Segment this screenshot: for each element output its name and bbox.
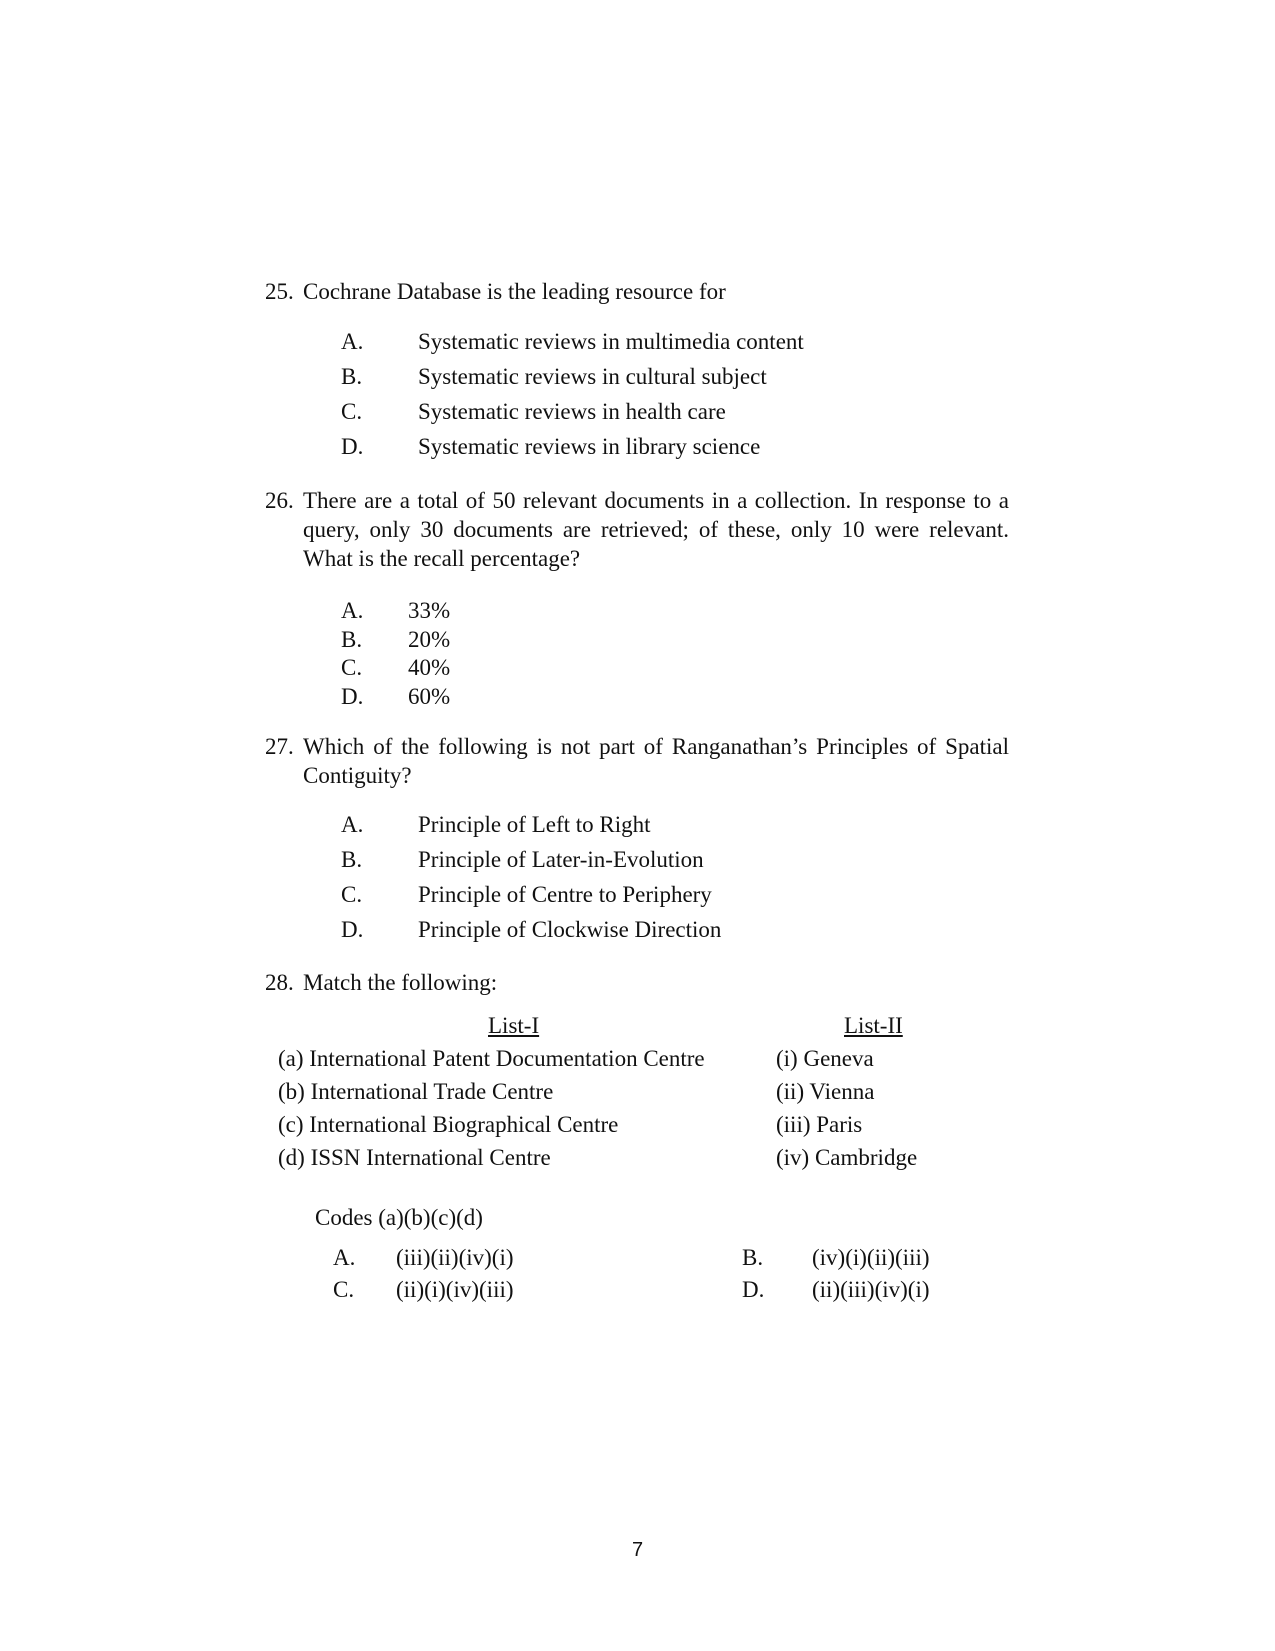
option-letter: A. <box>333 1245 356 1270</box>
question-number: 27. <box>265 734 294 759</box>
list-1-heading: List-I <box>488 1013 540 1038</box>
option-letter: D. <box>742 1277 765 1302</box>
question-26 <box>265 486 1009 573</box>
option-letter: B. <box>341 364 363 389</box>
option-text: (ii)(i)(iv)(iii) <box>396 1277 514 1302</box>
question-number: 28. <box>265 970 294 995</box>
option-letter: D. <box>341 683 364 709</box>
list-2-item: (iv) Cambridge <box>776 1145 918 1170</box>
question-number: 26. <box>265 488 294 513</box>
codes-label: Codes (a)(b)(c)(d) <box>315 1205 483 1230</box>
option-letter: B. <box>742 1245 764 1270</box>
option-text: Principle of Later-in-Evolution <box>418 847 704 872</box>
list-2-item: (ii) Vienna <box>776 1079 875 1104</box>
option-text: 40% <box>408 655 451 680</box>
option-text: (ii)(iii)(iv)(i) <box>812 1277 930 1302</box>
list-2-item: (iii) Paris <box>776 1112 863 1137</box>
option-letter: B. <box>341 626 363 652</box>
page-number: 7 <box>631 1539 644 1561</box>
question-text: Match the following: <box>303 970 498 995</box>
option-text: Systematic reviews in library science <box>418 434 761 459</box>
list-1-item: (b) International Trade Centre <box>278 1079 554 1104</box>
option-text: Systematic reviews in cultural subject <box>418 364 767 389</box>
option-letter: A. <box>341 812 364 837</box>
option-letter: A. <box>341 598 364 623</box>
option-text: Systematic reviews in health care <box>418 399 726 424</box>
option-text: 60% <box>408 683 451 709</box>
option-letter: C. <box>341 399 363 424</box>
list-2-heading: List-II <box>844 1013 903 1038</box>
option-text: (iv)(i)(ii)(iii) <box>812 1245 930 1270</box>
question-text: Cochrane Database is the leading resource for <box>303 279 726 304</box>
list-1-item: (a) International Patent Documentation Centre <box>278 1046 705 1071</box>
question-text: There are a total of 50 relevant documents in a collection. In response to a query, only 30 documents are retrieved; of these, only 10 were relevant. What is the recall percentage? <box>303 488 1009 571</box>
option-letter: A. <box>341 329 364 354</box>
option-letter: D. <box>341 434 364 459</box>
question-text: Which of the following is not part of Ranganathan’s Principles of Spatial Contiguity? <box>303 734 1009 788</box>
list-1-item: (d) ISSN International Centre <box>278 1145 551 1170</box>
question-27 <box>265 732 1009 790</box>
question-25 <box>265 277 1009 306</box>
option-text: Principle of Clockwise Direction <box>418 917 722 942</box>
option-text: Principle of Left to Right <box>418 812 651 837</box>
option-letter: C. <box>341 655 363 680</box>
list-2-item: (i) Geneva <box>776 1046 874 1071</box>
option-text: 20% <box>408 626 451 652</box>
option-letter: C. <box>341 882 363 907</box>
option-letter: C. <box>333 1277 355 1302</box>
option-letter: D. <box>341 917 364 942</box>
list-1-item: (c) International Biographical Centre <box>278 1112 619 1137</box>
option-letter: B. <box>341 847 363 872</box>
option-text: (iii)(ii)(iv)(i) <box>396 1245 514 1270</box>
option-text: Systematic reviews in multimedia content <box>418 329 804 354</box>
question-number: 25. <box>265 279 294 304</box>
option-text: Principle of Centre to Periphery <box>418 882 712 907</box>
question-28 <box>265 968 1009 997</box>
option-text: 33% <box>408 598 451 623</box>
